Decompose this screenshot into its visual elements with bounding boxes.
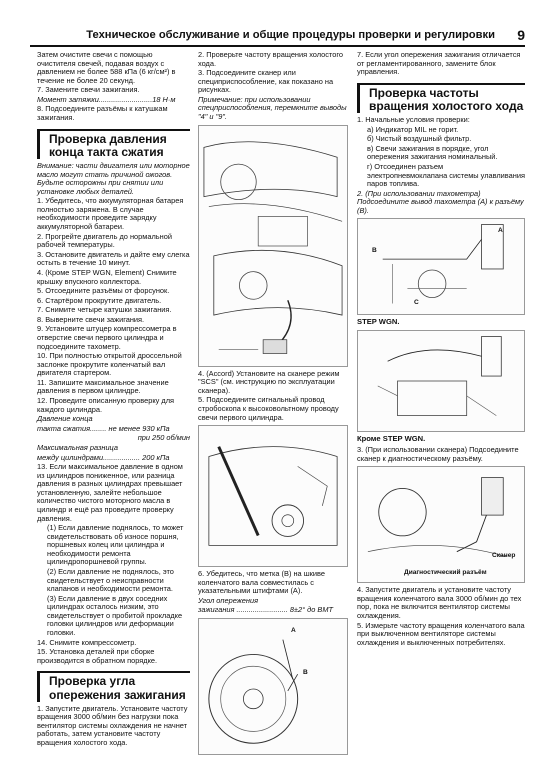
section-heading-compression: Проверка давления конца такта сжатия: [37, 129, 190, 159]
step: 10. При полностью открытой дроссельной заслонке прокрутите коленчатый вал двигателя стартером.: [37, 351, 182, 378]
step: 1. Начальные условия проверки:: [357, 115, 470, 125]
diag-connector-label: Диагностический разъём: [404, 569, 487, 577]
tachometer-illustration-step-wgn: [357, 218, 525, 315]
label-c: C: [414, 299, 419, 307]
pulley-drawing: [199, 619, 347, 754]
step: 14. Снимите компрессометр.: [37, 637, 137, 647]
dashboard-drawing: [199, 126, 347, 366]
engine-drawing: [199, 426, 347, 566]
spec-label: Давление конца: [37, 414, 93, 424]
label-a: A: [291, 626, 296, 634]
step: 2. (При использовании тахометра) Подсоедините вывод тахометра (A) к разъёму (B).: [357, 188, 524, 215]
scanner-drawing: [358, 467, 524, 582]
step: 5. Подсоедините сигнальный провод стробоскопа к высоковольтному проводу свечи первого цилиндра.: [198, 395, 339, 422]
step: 2. Проверьте частоту вращения холостого хода.: [198, 50, 344, 68]
figure-caption: STEP WGN.: [357, 317, 400, 327]
step: 5. Измерьте частоту вращения коленчатого вала при выключенном вентиляторе системы охлаждения и выключенных потребителях.: [357, 620, 525, 647]
tachometer-drawing-2: [358, 331, 524, 431]
substep: б) Чистый воздушный фильтр.: [367, 134, 472, 144]
step: 3. Подсоедините сканер или специприспособление, как показано на рисунках.: [198, 68, 334, 95]
step: 5. Отсоедините разъёмы от форсунок.: [37, 286, 170, 296]
step: 13. Если максимальное давление в одном из цилиндров пониженное, или разница давления в разных цилиндрах превышает установленную, залейте небольшое количество чистого моторного масла в цилиндр и ещё раз проведите проверку давления.: [37, 462, 183, 523]
note: Примечание: при использовании спецприспособления, перемкните выводы "4" и "9".: [198, 94, 347, 122]
pulley-mark-illustration: [198, 618, 348, 755]
torque-spec: Момент затяжки..........................18 Н·м: [37, 94, 176, 104]
substep: г) Отсоединен разъем электропневмоклапана системы улавливания паров топлива.: [367, 162, 525, 189]
paragraph: Затем очистите свечи с помощью очистителя свечей, подавая воздух с давлением не более 588 кПа (6 кг/см²) в течение не более 20 секунд.: [37, 50, 176, 85]
step: 9. Установите штуцер компрессометра в отверстие свечи первого цилиндра и подсоедините тахометр.: [37, 324, 177, 351]
page-number: 9: [517, 27, 525, 43]
spec-rpm: при 250 об/мин: [137, 433, 190, 443]
label-b: B: [303, 668, 308, 676]
step: 6. Убедитесь, что метка (B) на шкиве коленчатого вала совместилась с указательными штифтами (A).: [198, 569, 325, 596]
paragraph: 7. Замените свечи зажигания.: [37, 85, 140, 95]
scanner-illustration: [357, 466, 525, 583]
step: 6. Стартёром прокрутите двигатель.: [37, 295, 162, 305]
step: 11. Запишите максимальное значение давления в первом цилиндре.: [37, 377, 169, 396]
spec-label: Максимальная разница: [37, 442, 118, 452]
substep: а) Индикатор MIL не горит.: [367, 124, 459, 134]
scanner-connection-illustration: [198, 125, 348, 367]
section-heading-idle: Проверка частоты вращения холостого хода: [357, 83, 525, 113]
step: 7. Если угол опережения зажигания отличается от регламентированного, замените блок управления.: [357, 50, 521, 77]
step: 1. Убедитесь, что аккумуляторная батарея полностью заряжена. В случае необходимости проведите зарядку аккумуляторной батареи.: [37, 196, 184, 232]
substep: в) Свечи зажигания в порядке, угол опережения зажигания номинальный.: [367, 143, 498, 162]
spec-line: зажигания ......................... 8±2° до ВМТ: [198, 605, 334, 615]
header-title: Техническое обслуживание и общие процедуры проверки и регулировки: [86, 29, 495, 41]
step: 3. Остановите двигатель и дайте ему слегка остыть в течение 10 минут.: [37, 249, 190, 268]
spec-label: Угол опережения: [198, 595, 259, 605]
spec-line: такта сжатия........ не менее 930 кПа: [37, 423, 170, 433]
spec-line: между цилиндрами.................. 200 кПа: [37, 452, 170, 462]
step: 12. Проведите описанную проверку для каждого цилиндра.: [37, 396, 175, 414]
substep: (1) Если давление поднялось, то может свидетельствовать об износе поршня, поршневых колец или цилиндра и необходимости ремонта цилиндропоршневой группы.: [47, 523, 184, 567]
step: 2. Прогрейте двигатель до нормальной рабочей температуры.: [37, 231, 172, 250]
substep: (2) Если давление не поднялось, это свидетельствует о неисправности клапанов и необходимости ремонта.: [47, 567, 174, 594]
warning-note: Внимание: части двигателя или моторное масло могут стать причиной ожогов. Будьте осторожны при снятии или установке любых деталей.: [37, 161, 190, 196]
section-heading-timing: Проверка угла опережения зажигания: [37, 671, 190, 701]
substep: (3) Если давление в двух соседних цилиндрах осталось низким, это свидетельствует о пробитой прокладке головки цилиндров или деформации головки.: [47, 593, 183, 638]
step: 15. Установка деталей при сборке производится в обратном порядке.: [37, 647, 158, 665]
step: 7. Снимите четыре катушки зажигания.: [37, 305, 172, 315]
tachometer-illustration-other: [357, 330, 525, 432]
step: 8. Выверните свечи зажигания.: [37, 314, 145, 324]
step: 1. Запустите двигатель. Установите частоту вращения 3000 об/мин без нагрузки пока вентилятор системы охлаждения не начнет работать, затем установите частоту вращения холостого хода.: [37, 703, 188, 748]
step: 4. (Кроме STEP WGN, Element) Снимите крышку впускного коллектора.: [37, 267, 177, 286]
step: 4. (Accord) Установите на сканере режим "SCS" (см. инструкцию по эксплуатации сканера).: [198, 368, 340, 395]
step: 4. Запустите двигатель и установите частоту вращения коленчатого вала 3000 об/мин до тех пор, пока не включится вентилятор системы охлаждения.: [357, 585, 522, 620]
label-a: A: [498, 227, 503, 235]
column-3: [357, 51, 525, 648]
paragraph: 8. Подсоедините разъёмы к катушкам зажигания.: [37, 104, 168, 123]
label-b: B: [372, 247, 377, 255]
scanner-label: Сканер: [492, 552, 516, 560]
figure-caption: Кроме STEP WGN.: [357, 434, 426, 444]
strobe-illustration: [198, 425, 348, 567]
page-header: [30, 27, 525, 47]
column-2: [198, 51, 348, 758]
column-1: [37, 51, 190, 749]
step: 3. (При использовании сканера) Подсоедините сканер к диагностическому разъёму.: [357, 445, 519, 463]
